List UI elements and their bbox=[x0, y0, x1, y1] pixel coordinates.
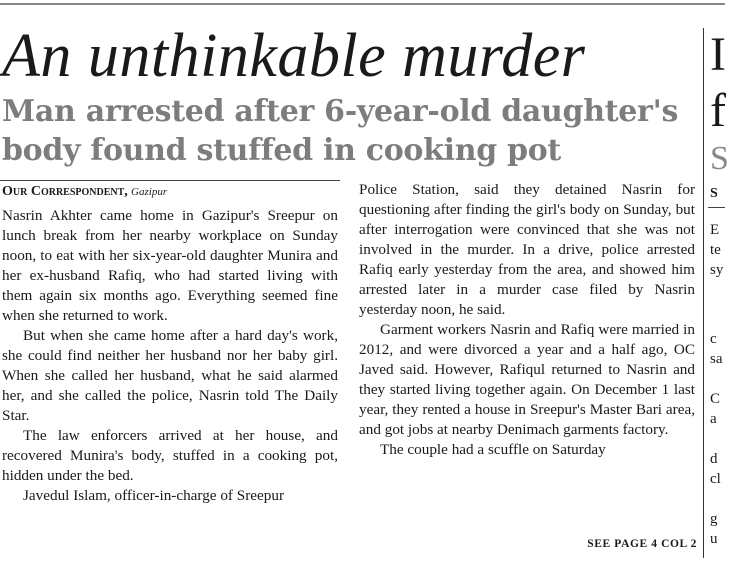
headline: An unthinkable murder bbox=[2, 22, 586, 90]
paragraph: The law enforcers arrived at her house, and recovered Munira's body, stuffed in a cooking pot, hidden under the bed. bbox=[2, 427, 338, 484]
paragraph: Nasrin Akhter came home in Gazipur's Sreepur on lunch break from her nearby workplace on Sunday noon, to eat with her six-year-old daughter Munira and her ex-husband Rafiq, who had started living with them again six months ago. Everything seemed fine when she returned to work. bbox=[2, 207, 338, 324]
neighbor-byline-rule bbox=[708, 207, 725, 208]
article-column-1 bbox=[2, 206, 338, 506]
neighbor-text-fragment: te bbox=[710, 242, 721, 258]
neighbor-text-fragment: g bbox=[710, 511, 718, 527]
paragraph: Garment workers Nasrin and Rafiq were married in 2012, and were divorced a year and a half ago, OC Javed said. However, Rafiqul returned to Nasrin and they started living together again. On December 1 last year, they rented a house in Sreepur's Master Bari area, and got jobs at nearby Denimach garments factory. bbox=[359, 321, 695, 438]
neighbor-text-fragment: E bbox=[710, 222, 720, 238]
neighbor-text-fragment: C bbox=[710, 391, 721, 407]
paragraph: Police Station, said they detained Nasrin for questioning after finding the girl's body on Sunday, but after interrogation were convinced that she was not involved in the murder. In a drive, police arrested Rafiq early yesterday from the area, and showed him arrested later in a murder case filed by Nasrin yesterday noon, he said. bbox=[359, 181, 695, 318]
continued-jump-line: SEE PAGE 4 COL 2 bbox=[587, 538, 697, 550]
neighbor-text-fragment: c bbox=[710, 331, 717, 347]
neighbor-text-fragment: sa bbox=[710, 351, 723, 367]
neighbor-byline-fragment: S bbox=[710, 186, 718, 201]
paragraph: The couple had a scuffle on Saturday bbox=[380, 441, 606, 458]
paragraph: Javedul Islam, officer-in-charge of Sreepur bbox=[23, 487, 285, 504]
byline-rule bbox=[0, 180, 340, 181]
neighbor-headline-fragment-1: I bbox=[710, 28, 726, 81]
top-rule bbox=[0, 3, 725, 5]
neighbor-text-fragment: cl bbox=[710, 471, 721, 487]
byline-place: Gazipur bbox=[131, 186, 168, 198]
column-divider bbox=[703, 28, 704, 558]
byline-name: Our Correspondent, bbox=[2, 184, 128, 199]
neighbor-text-fragment: sy bbox=[710, 262, 724, 278]
article-column-2 bbox=[359, 180, 695, 460]
byline bbox=[2, 183, 167, 200]
neighbor-headline-fragment-2: f bbox=[710, 84, 726, 137]
paragraph: But when she came home after a hard day's work, she could find neither her husband nor her baby girl. When she called her husband, what he said alarmed her, and she called the police, Nasrin told The Daily Star. bbox=[2, 327, 338, 424]
neighbor-text-fragment: u bbox=[710, 531, 718, 547]
neighbor-subhead-fragment: S bbox=[710, 140, 729, 177]
subheadline: Man arrested after 6-year-old daughter's body found stuffed in cooking pot bbox=[2, 94, 679, 168]
neighbor-text-fragment: d bbox=[710, 451, 718, 467]
neighbor-text-fragment: a bbox=[710, 411, 717, 427]
